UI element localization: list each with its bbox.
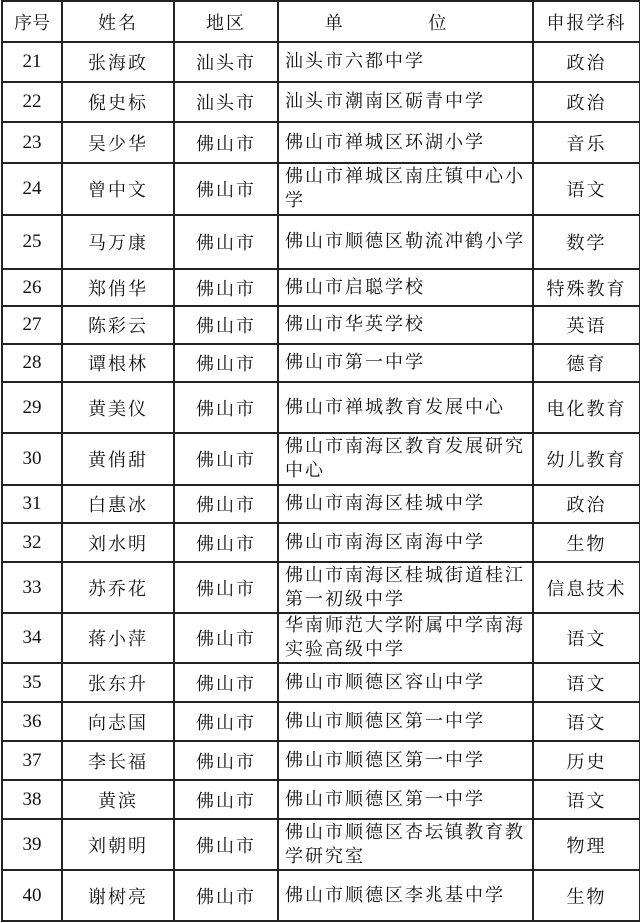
cell-region: 佛山市	[174, 819, 278, 870]
cell-subject: 语文	[533, 613, 640, 663]
table-row	[2, 702, 640, 741]
cell-name: 白惠冰	[62, 485, 174, 523]
cell-no: 37	[2, 741, 62, 780]
cell-region: 佛山市	[174, 780, 278, 819]
cell-name: 李长福	[62, 741, 174, 780]
cell-name: 吴少华	[62, 122, 174, 163]
cell-subject: 幼儿教育	[533, 433, 640, 485]
cell-region: 佛山市	[174, 122, 278, 163]
cell-unit: 佛山市南海区桂城街道桂江第一初级中学	[278, 562, 533, 613]
table-row	[2, 741, 640, 780]
cell-no: 38	[2, 780, 62, 819]
cell-subject: 语文	[533, 780, 640, 819]
cell-unit: 佛山市启聪学校	[278, 269, 533, 306]
cell-no: 29	[2, 382, 62, 433]
cell-region: 佛山市	[174, 269, 278, 306]
cell-no: 39	[2, 819, 62, 870]
table-row	[2, 122, 640, 163]
cell-unit: 佛山市第一中学	[278, 344, 533, 382]
table-row	[2, 82, 640, 122]
header-subject: 申报学科	[533, 1, 640, 42]
cell-region: 佛山市	[174, 523, 278, 562]
cell-region: 佛山市	[174, 215, 278, 269]
table-row	[2, 780, 640, 819]
cell-subject: 政治	[533, 82, 640, 122]
cell-no: 24	[2, 163, 62, 215]
cell-unit: 佛山市禅城区南庄镇中心小学	[278, 163, 533, 215]
cell-subject: 生物	[533, 523, 640, 562]
cell-region: 佛山市	[174, 663, 278, 702]
cell-unit: 佛山市南海区桂城中学	[278, 485, 533, 523]
header-no: 序号	[2, 1, 62, 42]
table-row	[2, 613, 640, 663]
cell-subject: 历史	[533, 741, 640, 780]
cell-subject: 英语	[533, 306, 640, 344]
cell-unit: 佛山市顺德区勒流冲鹤小学	[278, 215, 533, 269]
cell-unit: 佛山市禅城区环湖小学	[278, 122, 533, 163]
header-region: 地区	[174, 1, 278, 42]
table-row	[2, 433, 640, 485]
cell-region: 佛山市	[174, 702, 278, 741]
table-row	[2, 344, 640, 382]
cell-name: 陈彩云	[62, 306, 174, 344]
table-row	[2, 382, 640, 433]
cell-region: 佛山市	[174, 613, 278, 663]
table-row	[2, 562, 640, 613]
cell-unit: 汕头市六都中学	[278, 42, 533, 82]
table-row	[2, 485, 640, 523]
cell-no: 31	[2, 485, 62, 523]
cell-subject: 物理	[533, 819, 640, 870]
cell-region: 佛山市	[174, 433, 278, 485]
cell-no: 40	[2, 870, 62, 921]
cell-subject: 政治	[533, 42, 640, 82]
cell-unit: 佛山市禅城教育发展中心	[278, 382, 533, 433]
table-row	[2, 269, 640, 306]
cell-no: 21	[2, 42, 62, 82]
cell-no: 27	[2, 306, 62, 344]
cell-no: 26	[2, 269, 62, 306]
cell-name: 黄滨	[62, 780, 174, 819]
cell-name: 黄俏甜	[62, 433, 174, 485]
cell-no: 36	[2, 702, 62, 741]
cell-unit: 佛山市顺德区李兆基中学	[278, 870, 533, 921]
cell-name: 张东升	[62, 663, 174, 702]
table-row	[2, 215, 640, 269]
cell-subject: 语文	[533, 663, 640, 702]
header-name: 姓名	[62, 1, 174, 42]
cell-name: 黄美仪	[62, 382, 174, 433]
cell-subject: 信息技术	[533, 562, 640, 613]
cell-region: 汕头市	[174, 82, 278, 122]
cell-no: 30	[2, 433, 62, 485]
cell-region: 佛山市	[174, 382, 278, 433]
cell-unit: 华南师范大学附属中学南海实验高级中学	[278, 613, 533, 663]
cell-no: 35	[2, 663, 62, 702]
table-row	[2, 306, 640, 344]
cell-unit: 汕头市潮南区砺青中学	[278, 82, 533, 122]
cell-name: 苏乔花	[62, 562, 174, 613]
cell-no: 32	[2, 523, 62, 562]
cell-unit: 佛山市南海区教育发展研究中心	[278, 433, 533, 485]
cell-unit: 佛山市南海区南海中学	[278, 523, 533, 562]
cell-unit: 佛山市顺德区杏坛镇教育教学研究室	[278, 819, 533, 870]
cell-region: 佛山市	[174, 163, 278, 215]
cell-region: 汕头市	[174, 42, 278, 82]
table-row	[2, 523, 640, 562]
cell-region: 佛山市	[174, 562, 278, 613]
cell-subject: 特殊教育	[533, 269, 640, 306]
cell-name: 郑俏华	[62, 269, 174, 306]
cell-subject: 德育	[533, 344, 640, 382]
header-unit: 单 位	[278, 1, 533, 42]
cell-name: 向志国	[62, 702, 174, 741]
cell-no: 25	[2, 215, 62, 269]
applicant-table	[1, 0, 640, 922]
cell-region: 佛山市	[174, 741, 278, 780]
table-row	[2, 42, 640, 82]
cell-subject: 语文	[533, 702, 640, 741]
cell-subject: 音乐	[533, 122, 640, 163]
cell-subject: 数学	[533, 215, 640, 269]
table-row	[2, 663, 640, 702]
cell-name: 蒋小萍	[62, 613, 174, 663]
table-row	[2, 819, 640, 870]
cell-name: 刘朝明	[62, 819, 174, 870]
table-header-row	[2, 1, 640, 42]
cell-name: 马万康	[62, 215, 174, 269]
cell-subject: 政治	[533, 485, 640, 523]
cell-name: 谢树亮	[62, 870, 174, 921]
cell-no: 23	[2, 122, 62, 163]
cell-name: 刘水明	[62, 523, 174, 562]
cell-unit: 佛山市顺德区容山中学	[278, 663, 533, 702]
table-row	[2, 870, 640, 921]
cell-unit: 佛山市顺德区第一中学	[278, 780, 533, 819]
cell-name: 曾中文	[62, 163, 174, 215]
cell-region: 佛山市	[174, 485, 278, 523]
table-row	[2, 163, 640, 215]
cell-name: 张海政	[62, 42, 174, 82]
cell-name: 谭根林	[62, 344, 174, 382]
cell-region: 佛山市	[174, 344, 278, 382]
cell-unit: 佛山市顺德区第一中学	[278, 702, 533, 741]
cell-subject: 生物	[533, 870, 640, 921]
cell-no: 34	[2, 613, 62, 663]
cell-unit: 佛山市顺德区第一中学	[278, 741, 533, 780]
cell-region: 佛山市	[174, 306, 278, 344]
cell-no: 33	[2, 562, 62, 613]
cell-no: 22	[2, 82, 62, 122]
cell-subject: 电化教育	[533, 382, 640, 433]
cell-unit: 佛山市华英学校	[278, 306, 533, 344]
cell-no: 28	[2, 344, 62, 382]
cell-subject: 语文	[533, 163, 640, 215]
cell-name: 倪史标	[62, 82, 174, 122]
cell-region: 佛山市	[174, 870, 278, 921]
